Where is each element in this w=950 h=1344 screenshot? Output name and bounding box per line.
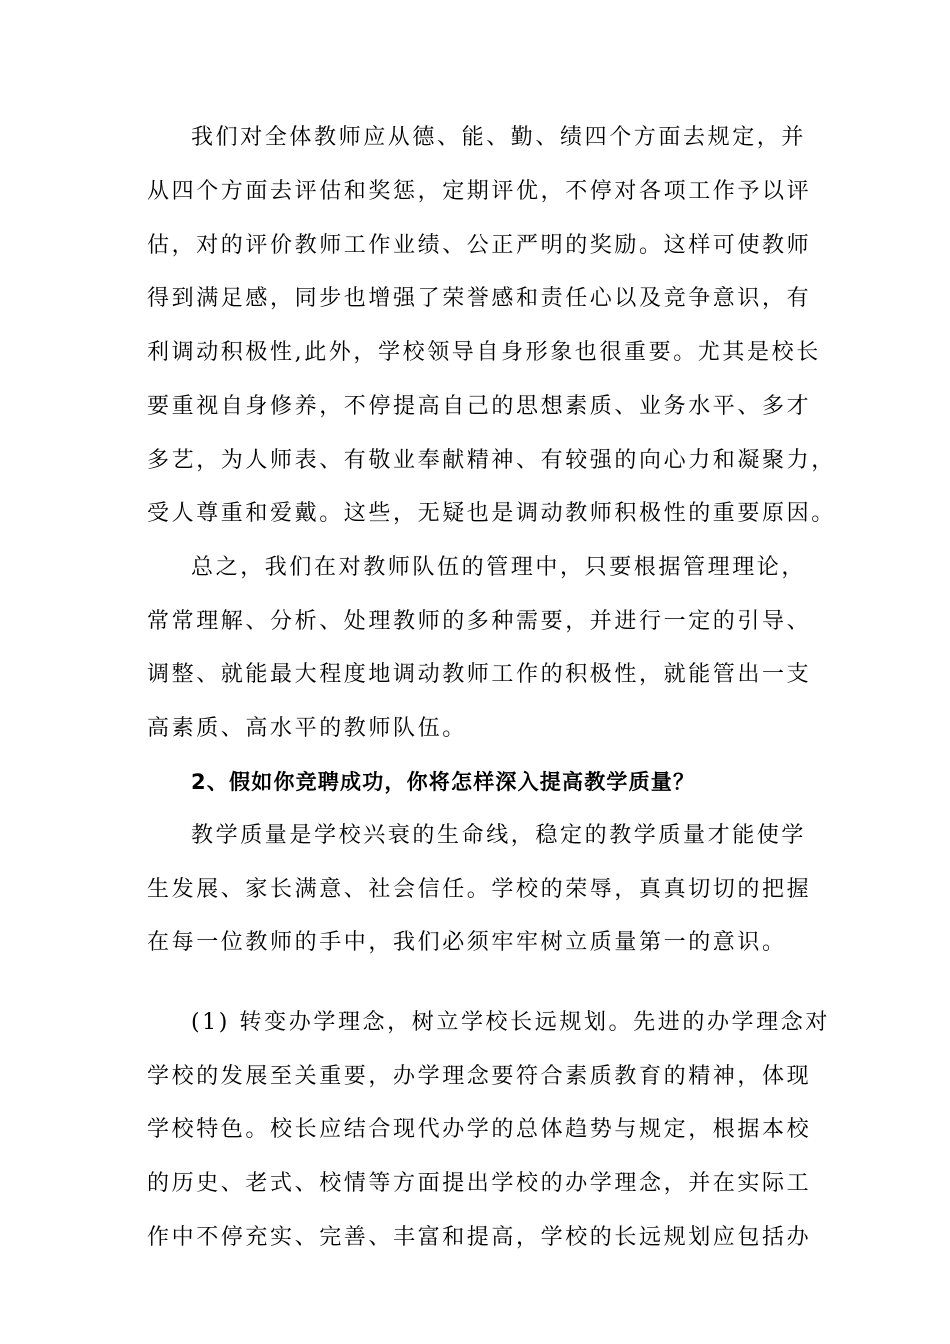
- paragraph-line: 估，对的评价教师工作业绩、公正严明的奖励。这样可使教师: [147, 233, 812, 258]
- paragraph-line: 的历史、老式、校情等方面提出学校的办学理念，并在实际工: [147, 1171, 812, 1196]
- paragraph-line: 受人尊重和爱戴。这些，无疑也是调动教师积极性的重要原因。: [147, 501, 836, 526]
- paragraph-line: 学校特色。校长应结合现代办学的总体趋势与规定，根据本校: [147, 1117, 812, 1142]
- paragraph-line: 利调动积极性,此外，学校领导自身形象也很重要。尤其是校长: [147, 340, 821, 365]
- paragraph-line: 常常理解、分析、处理教师的多种需要，并进行一定的引导、: [147, 609, 812, 634]
- paragraph-line: 作中不停充实、完善、丰富和提高，学校的长远规划应包括办: [147, 1225, 812, 1250]
- paragraph-line: 高素质、高水平的教师队伍。: [147, 716, 467, 741]
- section-heading: 2、假如你竞聘成功，你将怎样深入提高教学质量？: [191, 770, 696, 794]
- paragraph-line: 学校的发展至关重要，办学理念要符合素质教育的精神，体现: [147, 1064, 812, 1089]
- paragraph-line: 调整、就能最大程度地调动教师工作的积极性，就能管出一支: [147, 662, 812, 687]
- paragraph-line: 总之，我们在对教师队伍的管理中，只要根据管理理论，: [191, 555, 807, 580]
- paragraph-line: 得到满足感，同步也增强了荣誉感和责任心以及竞争意识，有: [147, 286, 812, 311]
- paragraph-line: 从四个方面去评估和奖惩，定期评优，不停对各项工作予以评: [147, 179, 812, 204]
- paragraph-line: (1) 转变办学理念，树立学校长远规划。先进的办学理念对: [191, 1010, 830, 1035]
- paragraph-line: 教学质量是学校兴衰的生命线，稳定的教学质量才能使学: [191, 823, 807, 848]
- paragraph-line: 生发展、家长满意、社会信任。学校的荣辱，真真切切的把握: [147, 877, 812, 902]
- paragraph-line: 多艺，为人师表、有敬业奉献精神、有较强的向心力和凝聚力，: [147, 448, 836, 473]
- paragraph-line: 要重视自身修养，不停提高自己的思想素质、业务水平、多才: [147, 394, 812, 419]
- paragraph-line: 在每一位教师的手中，我们必须牢牢树立质量第一的意识。: [147, 930, 787, 955]
- paragraph-line: 我们对全体教师应从德、能、勤、绩四个方面去规定，并: [191, 125, 807, 150]
